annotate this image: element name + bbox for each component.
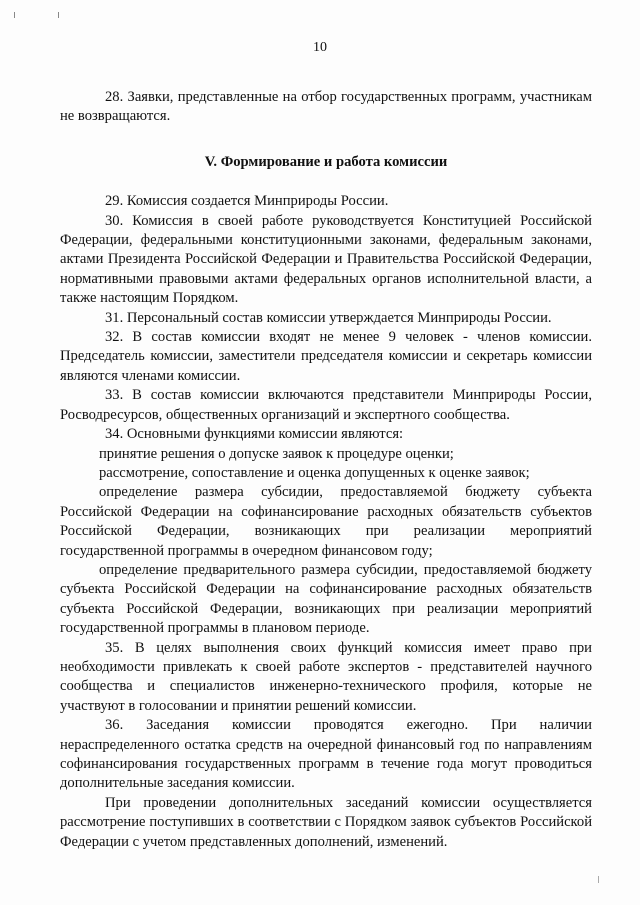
document-body [60,88,592,852]
function-item: принятие решения о допуске заявок к процедуре оценки; [99,445,454,462]
paragraph-28: 28. Заявки, представленные на отбор государственных программ, участникам не возвращаются. [60,89,592,125]
scan-mark [598,876,599,883]
paragraph-35: 35. В целях выполнения своих функций комиссия имеет право при необходимости привлекать к своей работе экспертов - представителей научного сообщества и специалистов инженерно-технического профиля, которые не участвуют в голосовании и принятии решений комиссии. [60,639,592,714]
paragraph-32: 32. В состав комиссии входят не менее 9 человек - членов комиссии. Председатель комиссии, заместители председателя комиссии и секретарь комиссии являются членами комиссии. [60,329,592,384]
paragraph-additional-sessions: При проведении дополнительных заседаний комиссии осуществляется рассмотрение поступивших в соответствии с Порядком заявок субъектов Российской Федерации с учетом представленных дополнений, изменений. [60,794,592,850]
paragraph-34: 34. Основными функциями комиссии являются: [105,426,404,443]
paragraph-33: 33. В состав комиссии включаются представители Минприроды России, Росводресурсов, общественных организаций и экспертного сообщества. [60,387,592,423]
paragraph-30: 30. Комиссия в своей работе руководствуется Конституцией Российской Федерации, федеральными конституционными законами, федеральным законами, актами Президента Российской Федерации и Правительства Российской Федерации, нормативными правовыми актами федеральных органов исполнительной власти, а также настоящим Порядком. [60,212,592,307]
scan-mark [14,12,15,18]
section-heading: V. Формирование и работа комиссии [204,153,448,170]
function-item: определение размера субсидии, предоставляемой бюджету субъекта Российской Федерации на софинансирование расходных обязательств субъектов Российской Федерации, возникающих при реализации мероприятий государственной программы в очередном финансовом году; [60,484,592,559]
paragraph-29: 29. Комиссия создается Минприроды России. [105,193,389,210]
function-item: определение предварительного размера субсидии, предоставляемой бюджету субъекта Российской Федерации на софинансирование расходных обязательств субъекта Российской Федерации, возникающих при реализации мероприятий государственной программы в плановом периоде. [60,561,592,637]
paragraph-36: 36. Заседания комиссии проводятся ежегодно. При наличии нераспределенного остатка средств на очередной финансовый год по направлениям софинансирования государственных программ в течение года могут проводиться дополнительные заседания комиссии. [60,717,592,792]
scan-mark [58,12,59,18]
page-number: 10 [313,40,327,55]
function-item: рассмотрение, сопоставление и оценка допущенных к оценке заявок; [99,464,530,481]
paragraph-31: 31. Персональный состав комиссии утверждается Минприроды России. [105,309,552,326]
